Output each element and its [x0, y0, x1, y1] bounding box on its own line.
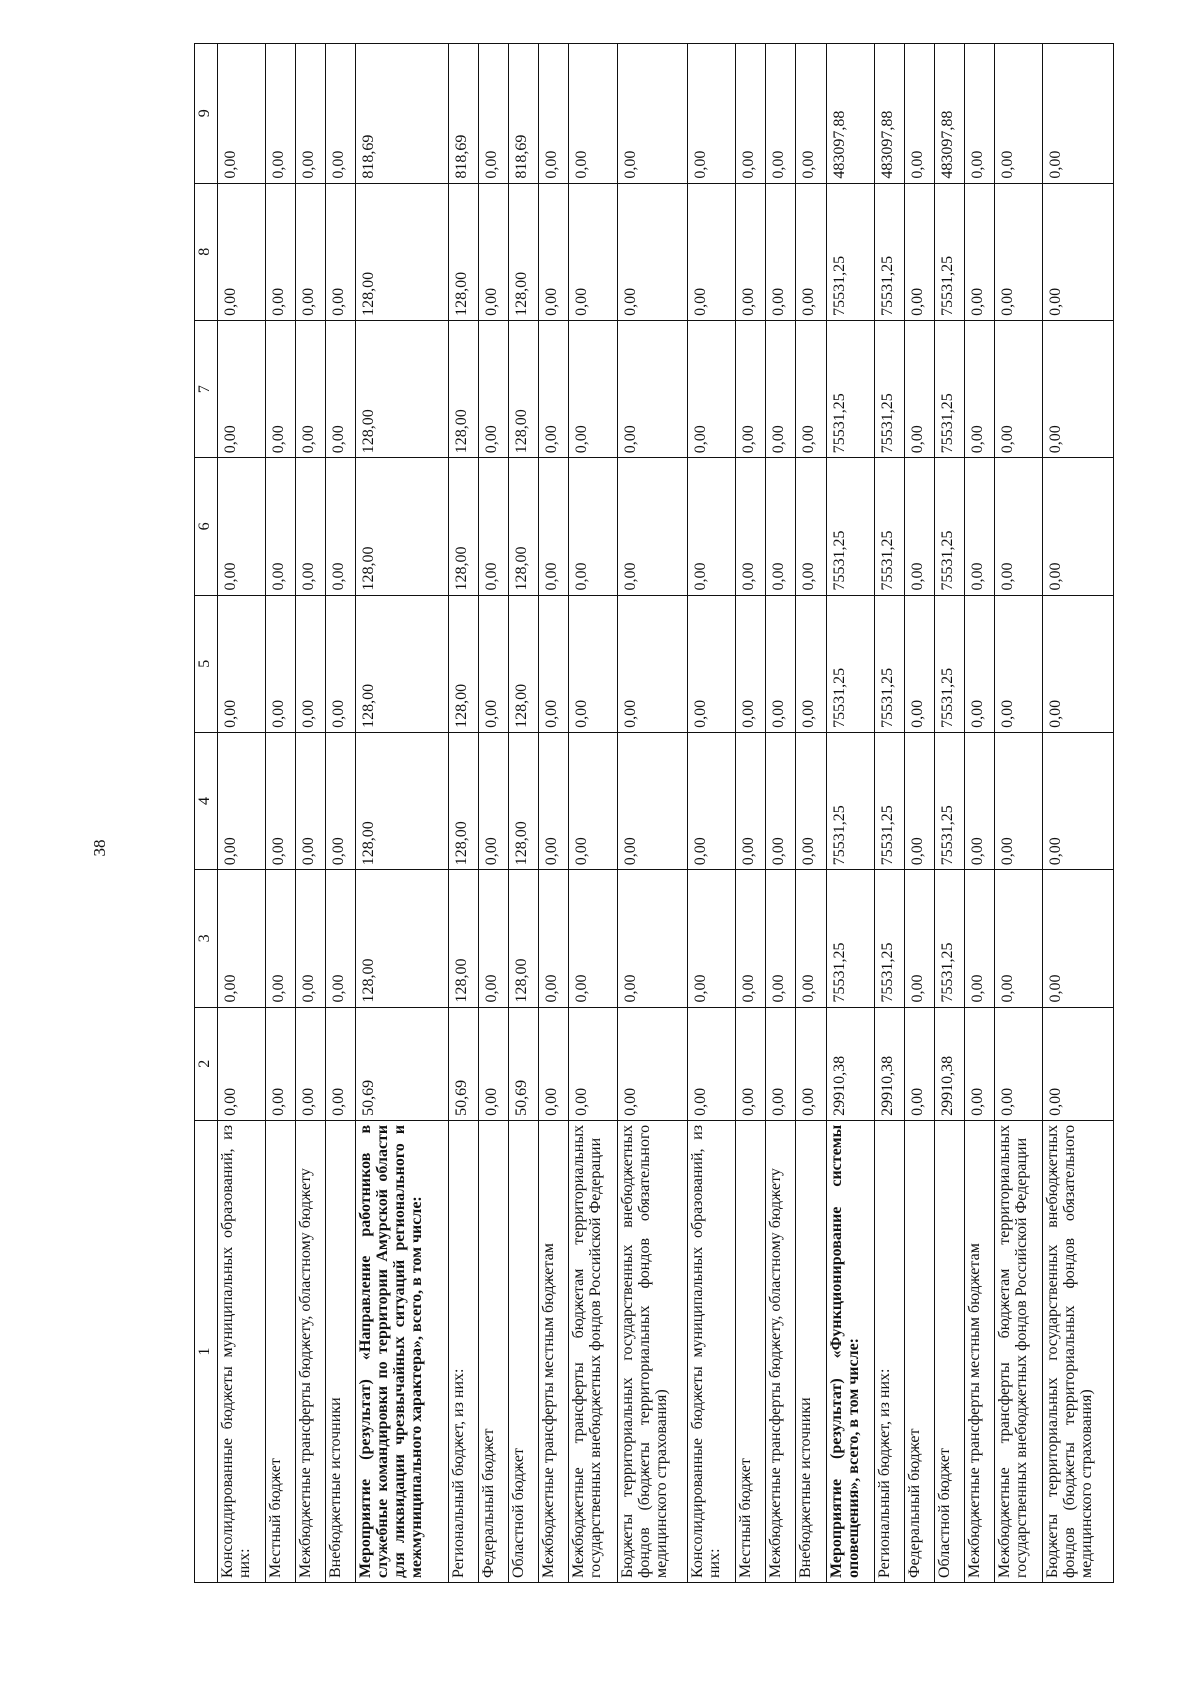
value-cell: 0,00	[326, 595, 356, 732]
table-row	[826, 44, 874, 1583]
row-label: Бюджеты территориальных государственных внебюджетных фондов (бюджеты территориальных фондов обязательного медицинского страхования)	[617, 1120, 688, 1582]
value-cell: 0,00	[796, 320, 826, 457]
value-cell: 818,69	[356, 44, 449, 184]
value-cell: 0,00	[539, 183, 569, 320]
table-row	[874, 44, 904, 1583]
value-cell: 0,00	[1043, 44, 1114, 184]
value-cell: 0,00	[766, 320, 796, 457]
value-cell: 0,00	[218, 44, 266, 184]
value-cell: 0,00	[617, 44, 688, 184]
value-cell: 0,00	[796, 870, 826, 1007]
value-cell: 0,00	[479, 732, 509, 869]
value-cell: 50,69	[509, 1007, 539, 1120]
value-cell: 0,00	[266, 732, 296, 869]
value-cell: 818,69	[449, 44, 479, 184]
value-cell: 0,00	[479, 870, 509, 1007]
value-cell: 75531,25	[826, 595, 874, 732]
value-cell: 0,00	[569, 183, 617, 320]
value-cell: 29910,38	[826, 1007, 874, 1120]
value-cell: 0,00	[904, 732, 934, 869]
value-cell: 0,00	[766, 183, 796, 320]
value-cell: 128,00	[509, 595, 539, 732]
value-cell: 128,00	[509, 732, 539, 869]
header-cell: 1	[195, 1120, 218, 1582]
value-cell: 0,00	[296, 1007, 326, 1120]
value-cell: 0,00	[736, 458, 766, 595]
table-row	[509, 44, 539, 1583]
value-cell: 0,00	[539, 732, 569, 869]
value-cell: 50,69	[449, 1007, 479, 1120]
table-row	[964, 44, 994, 1583]
value-cell: 0,00	[479, 458, 509, 595]
value-cell: 0,00	[904, 458, 934, 595]
table-row	[796, 44, 826, 1583]
budget-table	[194, 43, 1114, 1583]
value-cell: 0,00	[766, 732, 796, 869]
table-row	[688, 44, 736, 1583]
value-cell: 0,00	[766, 1007, 796, 1120]
header-cell: 5	[195, 595, 218, 732]
value-cell: 0,00	[569, 44, 617, 184]
value-cell: 128,00	[509, 870, 539, 1007]
value-cell: 0,00	[569, 320, 617, 457]
row-label: Федеральный бюджет	[479, 1120, 509, 1582]
header-cell: 9	[195, 44, 218, 184]
value-cell: 0,00	[296, 44, 326, 184]
value-cell: 75531,25	[874, 458, 904, 595]
value-cell: 0,00	[326, 183, 356, 320]
value-cell: 0,00	[994, 732, 1042, 869]
value-cell: 0,00	[964, 595, 994, 732]
value-cell: 0,00	[326, 732, 356, 869]
table-row	[766, 44, 796, 1583]
value-cell: 0,00	[326, 44, 356, 184]
table-body	[218, 44, 1114, 1583]
value-cell: 128,00	[356, 732, 449, 869]
row-label: Областной бюджет	[509, 1120, 539, 1582]
value-cell: 75531,25	[826, 732, 874, 869]
value-cell: 0,00	[218, 1007, 266, 1120]
value-cell: 483097,88	[826, 44, 874, 184]
value-cell: 0,00	[964, 183, 994, 320]
value-cell: 0,00	[539, 320, 569, 457]
value-cell: 0,00	[994, 458, 1042, 595]
value-cell: 0,00	[1043, 732, 1114, 869]
row-label: Региональный бюджет, из них:	[874, 1120, 904, 1582]
value-cell: 0,00	[617, 183, 688, 320]
header-row	[195, 44, 218, 1583]
value-cell: 0,00	[688, 183, 736, 320]
header-cell: 2	[195, 1007, 218, 1120]
budget-table-container	[194, 43, 1114, 1583]
value-cell: 0,00	[296, 732, 326, 869]
value-cell: 0,00	[796, 595, 826, 732]
table-row	[266, 44, 296, 1583]
table-row	[736, 44, 766, 1583]
table-row	[617, 44, 688, 1583]
value-cell: 128,00	[449, 595, 479, 732]
table-row	[569, 44, 617, 1583]
value-cell: 29910,38	[874, 1007, 904, 1120]
value-cell: 0,00	[617, 732, 688, 869]
value-cell: 0,00	[688, 458, 736, 595]
value-cell: 0,00	[904, 870, 934, 1007]
value-cell: 0,00	[617, 595, 688, 732]
value-cell: 0,00	[904, 183, 934, 320]
value-cell: 0,00	[218, 870, 266, 1007]
row-label: Федеральный бюджет	[904, 1120, 934, 1582]
value-cell: 0,00	[904, 44, 934, 184]
value-cell: 75531,25	[826, 320, 874, 457]
header-cell: 8	[195, 183, 218, 320]
table-row	[994, 44, 1042, 1583]
value-cell: 75531,25	[826, 458, 874, 595]
header-cell: 6	[195, 458, 218, 595]
value-cell: 75531,25	[826, 870, 874, 1007]
value-cell: 0,00	[964, 870, 994, 1007]
value-cell: 0,00	[1043, 1007, 1114, 1120]
value-cell: 128,00	[449, 320, 479, 457]
value-cell: 0,00	[266, 1007, 296, 1120]
value-cell: 128,00	[509, 458, 539, 595]
value-cell: 0,00	[218, 183, 266, 320]
row-label: Межбюджетные трансферты бюджетам территориальных государственных внебюджетных фондов Российской Федерации	[569, 1120, 617, 1582]
value-cell: 128,00	[509, 320, 539, 457]
value-cell: 0,00	[688, 320, 736, 457]
table-row	[539, 44, 569, 1583]
value-cell: 0,00	[994, 320, 1042, 457]
value-cell: 0,00	[266, 870, 296, 1007]
value-cell: 0,00	[736, 1007, 766, 1120]
header-cell: 7	[195, 320, 218, 457]
row-label: Внебюджетные источники	[796, 1120, 826, 1582]
value-cell: 128,00	[449, 870, 479, 1007]
value-cell: 75531,25	[934, 320, 964, 457]
value-cell: 0,00	[994, 183, 1042, 320]
table-row	[326, 44, 356, 1583]
header-cell: 4	[195, 732, 218, 869]
value-cell: 128,00	[356, 595, 449, 732]
value-cell: 50,69	[356, 1007, 449, 1120]
page-number: 38	[90, 839, 109, 857]
value-cell: 0,00	[796, 458, 826, 595]
table-row	[356, 44, 449, 1583]
value-cell: 0,00	[688, 870, 736, 1007]
value-cell: 0,00	[218, 458, 266, 595]
value-cell: 0,00	[266, 595, 296, 732]
value-cell: 0,00	[796, 1007, 826, 1120]
table-row	[1043, 44, 1114, 1583]
value-cell: 75531,25	[934, 458, 964, 595]
row-label: Межбюджетные трансферты бюджету, областному бюджету	[766, 1120, 796, 1582]
value-cell: 0,00	[964, 44, 994, 184]
row-label: Консолидированные бюджеты муниципальных образований, из них:	[218, 1120, 266, 1582]
row-label: Региональный бюджет, из них:	[449, 1120, 479, 1582]
value-cell: 0,00	[904, 320, 934, 457]
value-cell: 0,00	[1043, 183, 1114, 320]
value-cell: 0,00	[266, 183, 296, 320]
value-cell: 0,00	[796, 732, 826, 869]
row-label: Межбюджетные трансферты бюджетам территориальных государственных внебюджетных фондов Российской Федерации	[994, 1120, 1042, 1582]
value-cell: 0,00	[964, 458, 994, 595]
table-row	[934, 44, 964, 1583]
value-cell: 0,00	[796, 183, 826, 320]
value-cell: 0,00	[766, 870, 796, 1007]
value-cell: 0,00	[326, 458, 356, 595]
value-cell: 0,00	[569, 458, 617, 595]
value-cell: 0,00	[904, 595, 934, 732]
row-label: Областной бюджет	[934, 1120, 964, 1582]
value-cell: 0,00	[296, 320, 326, 457]
value-cell: 0,00	[736, 732, 766, 869]
value-cell: 75531,25	[874, 320, 904, 457]
row-label: Межбюджетные трансферты бюджету, областному бюджету	[296, 1120, 326, 1582]
value-cell: 29910,38	[934, 1007, 964, 1120]
value-cell: 0,00	[688, 44, 736, 184]
table-row	[449, 44, 479, 1583]
value-cell: 0,00	[736, 870, 766, 1007]
value-cell: 0,00	[617, 870, 688, 1007]
value-cell: 75531,25	[874, 870, 904, 1007]
value-cell: 0,00	[1043, 870, 1114, 1007]
value-cell: 0,00	[688, 732, 736, 869]
value-cell: 0,00	[296, 183, 326, 320]
value-cell: 0,00	[1043, 320, 1114, 457]
value-cell: 0,00	[766, 458, 796, 595]
row-label: Внебюджетные источники	[326, 1120, 356, 1582]
value-cell: 0,00	[296, 458, 326, 595]
row-label: Бюджеты территориальных государственных внебюджетных фондов (бюджеты территориальных фондов обязательного медицинского страхования)	[1043, 1120, 1114, 1582]
value-cell: 0,00	[218, 732, 266, 869]
value-cell: 75531,25	[934, 732, 964, 869]
value-cell: 0,00	[539, 458, 569, 595]
value-cell: 75531,25	[934, 183, 964, 320]
value-cell: 75531,25	[826, 183, 874, 320]
table-row	[296, 44, 326, 1583]
value-cell: 128,00	[356, 320, 449, 457]
value-cell: 0,00	[296, 870, 326, 1007]
value-cell: 0,00	[994, 595, 1042, 732]
value-cell: 75531,25	[874, 183, 904, 320]
table-row	[479, 44, 509, 1583]
value-cell: 0,00	[266, 44, 296, 184]
header-cell: 3	[195, 870, 218, 1007]
value-cell: 0,00	[688, 1007, 736, 1120]
value-cell: 128,00	[356, 183, 449, 320]
value-cell: 0,00	[617, 458, 688, 595]
value-cell: 0,00	[326, 320, 356, 457]
value-cell: 0,00	[1043, 595, 1114, 732]
value-cell: 0,00	[964, 320, 994, 457]
table-row	[904, 44, 934, 1583]
value-cell: 75531,25	[874, 732, 904, 869]
value-cell: 0,00	[617, 1007, 688, 1120]
value-cell: 0,00	[479, 320, 509, 457]
value-cell: 0,00	[736, 595, 766, 732]
value-cell: 0,00	[569, 595, 617, 732]
table-row	[218, 44, 266, 1583]
value-cell: 0,00	[539, 44, 569, 184]
value-cell: 128,00	[509, 183, 539, 320]
value-cell: 0,00	[479, 595, 509, 732]
value-cell: 0,00	[218, 595, 266, 732]
value-cell: 0,00	[904, 1007, 934, 1120]
row-label: Мероприятие (результат) «Функционирование системы оповещения», всего, в том числе:	[826, 1120, 874, 1582]
value-cell: 0,00	[569, 732, 617, 869]
value-cell: 0,00	[479, 44, 509, 184]
value-cell: 0,00	[326, 870, 356, 1007]
value-cell: 128,00	[356, 458, 449, 595]
value-cell: 0,00	[964, 1007, 994, 1120]
value-cell: 483097,88	[934, 44, 964, 184]
value-cell: 0,00	[569, 1007, 617, 1120]
value-cell: 0,00	[736, 44, 766, 184]
value-cell: 0,00	[617, 320, 688, 457]
row-label: Консолидированные бюджеты муниципальных образований, из них:	[688, 1120, 736, 1582]
value-cell: 128,00	[449, 732, 479, 869]
value-cell: 0,00	[539, 1007, 569, 1120]
value-cell: 128,00	[449, 458, 479, 595]
value-cell: 0,00	[736, 320, 766, 457]
row-label: Межбюджетные трансферты местным бюджетам	[964, 1120, 994, 1582]
value-cell: 0,00	[688, 595, 736, 732]
value-cell: 0,00	[266, 320, 296, 457]
value-cell: 0,00	[479, 1007, 509, 1120]
value-cell: 0,00	[326, 1007, 356, 1120]
value-cell: 0,00	[218, 320, 266, 457]
value-cell: 0,00	[1043, 458, 1114, 595]
value-cell: 0,00	[569, 870, 617, 1007]
value-cell: 128,00	[356, 870, 449, 1007]
value-cell: 0,00	[266, 458, 296, 595]
value-cell: 0,00	[994, 1007, 1042, 1120]
row-label: Местный бюджет	[736, 1120, 766, 1582]
value-cell: 483097,88	[874, 44, 904, 184]
value-cell: 128,00	[449, 183, 479, 320]
value-cell: 0,00	[736, 183, 766, 320]
value-cell: 0,00	[766, 595, 796, 732]
value-cell: 0,00	[479, 183, 509, 320]
value-cell: 75531,25	[874, 595, 904, 732]
value-cell: 0,00	[964, 732, 994, 869]
value-cell: 818,69	[509, 44, 539, 184]
row-label: Межбюджетные трансферты местным бюджетам	[539, 1120, 569, 1582]
value-cell: 0,00	[994, 44, 1042, 184]
value-cell: 0,00	[539, 595, 569, 732]
value-cell: 0,00	[296, 595, 326, 732]
value-cell: 75531,25	[934, 595, 964, 732]
value-cell: 0,00	[796, 44, 826, 184]
value-cell: 0,00	[994, 870, 1042, 1007]
value-cell: 75531,25	[934, 870, 964, 1007]
row-label: Местный бюджет	[266, 1120, 296, 1582]
value-cell: 0,00	[539, 870, 569, 1007]
value-cell: 0,00	[766, 44, 796, 184]
row-label: Мероприятие (результат) «Направление работников в служебные командировки по территории Амурской области для ликвидации чрезвычайных ситуаций регионального и межмуниципального характера», всего, в том числе:	[356, 1120, 449, 1582]
